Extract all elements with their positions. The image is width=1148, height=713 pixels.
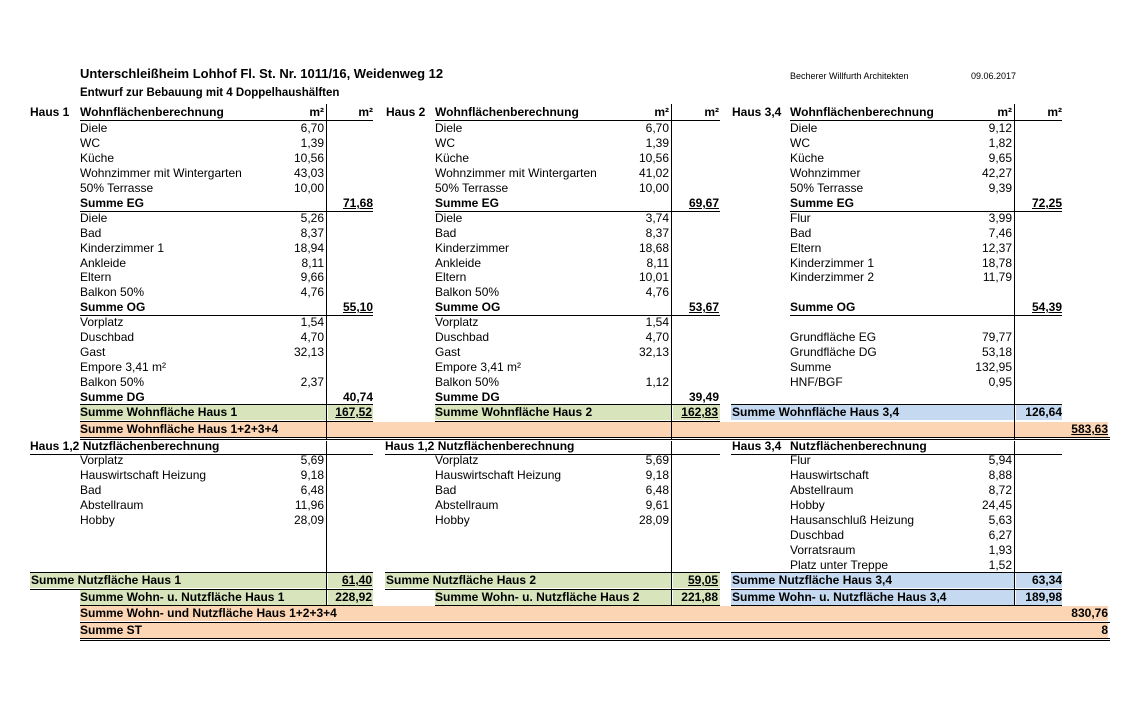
sum-wn-h2-value: 221,88 [681,590,718,604]
nutz-h1-heading: Haus 1,2 Nutzflächenberechnung [30,439,220,453]
haus34-sum-eg-value: 72,25 [1031,196,1062,210]
room-value: 6,27 [988,528,1012,542]
room-name: Duschbad [435,330,490,344]
room-value: 32,13 [293,345,324,359]
stat-value: 53,18 [981,345,1012,359]
room-value: 10,01 [638,270,669,284]
room-value: 4,70 [645,330,669,344]
room-value: 5,63 [988,513,1012,527]
haus2-sum-eg-label: Summe EG [435,196,500,210]
haus34-heading: Wohnflächenberechnung [790,105,934,119]
rule-total-st [80,638,1110,641]
room-value: 5,94 [988,453,1012,467]
room-value: 1,12 [645,375,669,389]
room-name: Vorplatz [435,453,479,467]
haus1-sum-og-label: Summe OG [80,300,146,314]
room-name: 50% Terrasse [80,181,154,195]
room-name: Bad [790,226,812,240]
document-date: 09.06.2017 [971,71,1017,81]
room-name: Balkon 50% [435,375,500,389]
haus1-unit-2: m² [358,105,373,119]
sum-nutz-h2-value: 59,05 [687,573,718,587]
room-value: 1,93 [988,543,1012,557]
haus1-sum-dg-value: 40,74 [342,390,373,404]
haus2-sum-dg-label: Summe DG [435,390,500,404]
room-value: 5,26 [300,211,324,225]
nutz-h34-heading-b: Nutzflächenberechnung [790,439,927,453]
room-name: Kinderzimmer 1 [80,241,165,255]
stat-name: Summe [790,360,832,374]
sum-wn-h34-value: 189,98 [1025,590,1062,604]
room-name: Abstellraum [790,483,854,497]
total-wn-label: Summe Wohn- und Nutzfläche Haus 1+2+3+4 [80,606,337,620]
room-name: 50% Terrasse [790,181,864,195]
room-value: 41,02 [638,166,669,180]
room-name: Diele [80,211,108,225]
room-value: 18,68 [638,241,669,255]
haus1-unit-1: m² [309,105,324,119]
haus2-sum-wohn-label: Summe Wohnfläche Haus 2 [435,405,593,419]
rule-h1-eg [80,211,373,212]
sum-nutz-h1-label: Summe Nutzfläche Haus 1 [31,573,182,587]
nutz-h34-heading-a: Haus 3,4 [732,439,782,453]
stat-name: Grundfläche DG [790,345,877,359]
sum-wn-h34-label: Summe Wohn- u. Nutzfläche Haus 3,4 [732,590,947,604]
room-value: 1,39 [645,136,669,150]
rule-wn34 [731,605,1062,606]
room-value: 6,48 [300,483,324,497]
room-name: Diele [435,211,463,225]
room-value: 10,56 [638,151,669,165]
room-name: Vorratsraum [790,543,856,557]
room-name: Diele [790,121,818,135]
room-value: 1,39 [300,136,324,150]
room-name: Gast [435,345,461,359]
rule-h34-head [790,120,1062,121]
room-name: Balkon 50% [435,285,500,299]
room-value: 9,39 [988,181,1012,195]
haus34-sum-wohn-value: 126,64 [1025,405,1062,419]
sum-nutz-h34-label: Summe Nutzfläche Haus 3,4 [732,573,893,587]
room-value: 1,52 [988,558,1012,572]
room-name: Eltern [80,270,112,284]
haus2-sum-wohn-value: 162,83 [681,405,718,419]
haus2-unit-2: m² [704,105,719,119]
sum-nutz-h34-value: 63,34 [1031,573,1062,587]
stat-value: 0,95 [988,375,1012,389]
room-name: Eltern [435,270,467,284]
room-value: 10,00 [638,181,669,195]
room-value: 32,13 [638,345,669,359]
architect-name: Becherer Willfurth Architekten [790,71,909,81]
nutz-h2-heading: Haus 1,2 Nutzflächenberechnung [385,439,575,453]
room-name: Bad [80,483,102,497]
room-name: Diele [435,121,463,135]
room-name: Kinderzimmer 2 [790,270,875,284]
sum-nutz-h1-value: 61,40 [341,573,372,587]
divider-h34-m2 [1014,104,1015,439]
room-name: Kinderzimmer [435,241,510,255]
rule-total-wohn [80,437,1110,440]
divider-h2-m2 [671,104,672,439]
room-value: 8,88 [988,468,1012,482]
room-name: Hauswirtschaft [790,468,869,482]
room-value: 7,46 [988,226,1012,240]
haus34-sum-og-value: 54,39 [1031,300,1062,314]
haus34-unit-1: m² [997,105,1012,119]
room-value: 8,11 [301,256,324,270]
stat-value: 79,77 [981,330,1012,344]
room-value: 11,96 [294,498,324,512]
stat-value: 132,95 [975,360,1012,374]
haus2-sum-dg-value: 39,49 [688,390,719,404]
room-name: Diele [80,121,108,135]
haus34-sum-og-label: Summe OG [790,300,856,314]
room-name: Wohnzimmer mit Wintergarten [80,166,242,180]
room-name: Küche [80,151,115,165]
haus2-heading: Wohnflächenberechnung [435,105,579,119]
room-value: 12,37 [981,241,1012,255]
room-name: Bad [435,483,457,497]
haus34-unit-2: m² [1047,105,1062,119]
room-value: 4,70 [300,330,324,344]
page-title: Unterschleißheim Lohhof Fl. St. Nr. 1011/16, Weidenweg 12 [80,66,444,81]
room-value: 2,37 [300,375,324,389]
room-name: Abstellraum [80,498,144,512]
room-value: 9,61 [645,498,669,512]
room-value: 28,09 [638,513,669,527]
haus1-sum-og-value: 55,10 [342,300,373,314]
sum-wn-h1-value: 228,92 [335,590,372,604]
total-wn-value: 830,76 [1071,606,1108,620]
room-value: 28,09 [293,513,324,527]
room-name: Duschbad [80,330,135,344]
sum-wn-h1-label: Summe Wohn- u. Nutzfläche Haus 1 [80,590,285,604]
room-value: 1,82 [988,136,1012,150]
room-name: Küche [435,151,470,165]
room-name: Wohnzimmer mit Wintergarten [435,166,597,180]
room-name: Küche [790,151,825,165]
haus34-sum-wohn-label: Summe Wohnfläche Haus 3,4 [732,405,900,419]
room-name: Hausanschluß Heizung [790,513,915,527]
room-name: WC [435,136,455,150]
room-name: Eltern [790,241,822,255]
room-value: 5,69 [300,453,324,467]
room-value: 8,37 [300,226,324,240]
room-name: Bad [435,226,457,240]
room-value: 6,70 [645,121,669,135]
divider-h1-m2 [326,104,327,439]
haus1-sum-dg-label: Summe DG [80,390,145,404]
room-name: Ankleide [435,256,482,270]
room-value: 9,66 [300,270,324,284]
rule-h34-eg [790,211,1062,212]
room-name: Flur [790,453,811,467]
room-value: 8,72 [988,483,1012,497]
room-name: Gast [80,345,106,359]
haus2-sum-og-value: 53,67 [688,300,719,314]
total-wohn-value: 583,63 [1071,422,1108,436]
room-value: 9,18 [300,468,324,482]
room-name: Ankleide [80,256,127,270]
room-name: Vorplatz [435,315,479,329]
room-value: 1,54 [300,315,324,329]
haus2-sum-eg-value: 69,67 [688,196,719,210]
room-name: Hauswirtschaft Heizung [80,468,207,482]
room-value: 10,56 [293,151,324,165]
room-value: 8,11 [646,256,669,270]
room-value: 4,76 [300,285,324,299]
haus2-label: Haus 2 [386,105,426,119]
room-name: Kinderzimmer 1 [790,256,875,270]
room-value: 6,70 [300,121,324,135]
room-name: Platz unter Treppe [790,558,889,572]
room-name: Flur [790,211,811,225]
room-name: Vorplatz [80,315,124,329]
rule-h2-eg [435,211,720,212]
room-name: Balkon 50% [80,375,145,389]
rule-wn2 [435,605,720,606]
room-name: Hauswirtschaft Heizung [435,468,562,482]
total-st-value: 8 [1101,623,1108,637]
room-value: 8,37 [645,226,669,240]
room-name: Vorplatz [80,453,124,467]
stat-name: Grundfläche EG [790,330,877,344]
room-name: Wohnzimmer [790,166,861,180]
room-name: Hobby [790,498,825,512]
room-name: Balkon 50% [80,285,145,299]
room-value: 9,18 [645,468,669,482]
room-value: 5,69 [645,453,669,467]
haus34-label: Haus 3,4 [732,105,782,119]
room-name: Empore 3,41 m² [80,360,167,374]
sum-nutz-h2-label: Summe Nutzfläche Haus 2 [386,573,537,587]
room-value: 18,78 [981,256,1012,270]
room-value: 18,94 [293,241,324,255]
rule-total-wn [80,622,1110,623]
haus2-unit-1: m² [654,105,669,119]
room-value: 10,00 [293,181,324,195]
haus34-sum-eg-label: Summe EG [790,196,855,210]
rule-h2-wohn [435,421,720,422]
room-name: Duschbad [790,528,845,542]
room-value: 11,79 [982,270,1012,284]
room-name: WC [80,136,100,150]
haus1-heading: Wohnflächenberechnung [80,105,224,119]
room-value: 9,65 [988,151,1012,165]
room-name: 50% Terrasse [435,181,509,195]
room-name: Empore 3,41 m² [435,360,522,374]
room-value: 3,74 [645,211,669,225]
total-st-label: Summe ST [80,623,143,637]
room-name: Hobby [435,513,470,527]
haus1-sum-eg-value: 71,68 [342,196,373,210]
room-value: 4,76 [645,285,669,299]
haus1-label: Haus 1 [30,105,70,119]
haus1-sum-wohn-value: 167,52 [335,405,372,419]
room-name: Hobby [80,513,115,527]
room-name: Bad [80,226,102,240]
room-value: 24,45 [981,498,1012,512]
rule-h1-og [80,315,373,316]
haus1-sum-eg-label: Summe EG [80,196,145,210]
room-value: 42,27 [981,166,1012,180]
room-value: 3,99 [988,211,1012,225]
room-value: 6,48 [645,483,669,497]
total-wohn-label: Summe Wohnfläche Haus 1+2+3+4 [80,422,279,436]
divider-n34-m2 [1014,441,1015,606]
rule-h34-og [790,315,1062,316]
room-name: WC [790,136,810,150]
haus1-sum-wohn-label: Summe Wohnfläche Haus 1 [80,405,238,419]
room-value: 9,12 [988,121,1012,135]
room-value: 1,54 [645,315,669,329]
sum-wn-h2-label: Summe Wohn- u. Nutzfläche Haus 2 [435,590,640,604]
stat-name: HNF/BGF [790,375,843,389]
page-subtitle: Entwurf zur Bebauung mit 4 Doppelhaushälften [80,87,340,99]
room-value: 43,03 [293,166,324,180]
rule-n34-head [731,454,1062,455]
room-name: Abstellraum [435,498,499,512]
haus2-sum-og-label: Summe OG [435,300,501,314]
fill-total-st [80,623,1108,638]
